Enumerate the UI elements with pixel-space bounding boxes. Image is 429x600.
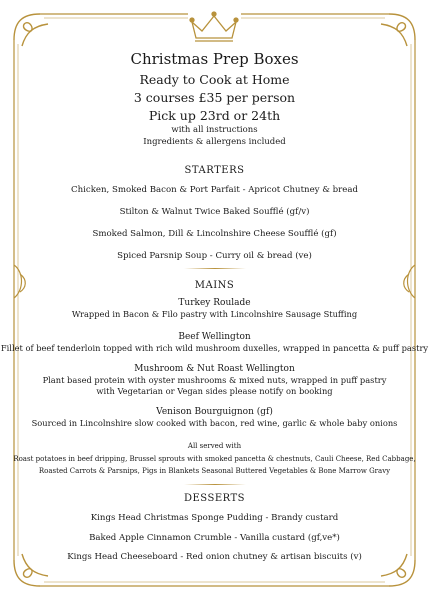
main-item-desc: Wrapped in Bacon & Filo pastry with Lincolnshire Sausage Stuffing bbox=[71, 309, 358, 319]
main-item-name: Beef Wellington bbox=[178, 332, 251, 342]
served-with-line: Roasted Carrots & Parsnips, Pigs in Blankets Seasonal Buttered Vegetables & Bone Marrow Gravy bbox=[38, 467, 391, 475]
crown-icon bbox=[190, 12, 238, 41]
mains-heading: MAINS bbox=[194, 280, 235, 291]
menu-subtitle: Ready to Cook at Home bbox=[139, 72, 290, 87]
menu-title: Christmas Prep Boxes bbox=[130, 50, 299, 68]
main-item-desc: Plant based protein with oyster mushrooms & mixed nuts, wrapped in puff pastry bbox=[42, 375, 387, 385]
dessert-item: Baked Apple Cinnamon Crumble - Vanilla custard (gf,ve*) bbox=[89, 533, 340, 543]
section-divider bbox=[184, 484, 246, 485]
menu-note-instructions: with all instructions bbox=[171, 125, 258, 135]
main-item-desc: Fillet of beef tenderloin topped with rich wild mushroom duxelles, wrapped in pancetta & puff pastry bbox=[0, 343, 429, 353]
served-with-heading: All served with bbox=[187, 442, 242, 450]
main-item-name: Venison Bourguignon (gf) bbox=[156, 407, 273, 417]
starters-heading: STARTERS bbox=[184, 165, 245, 176]
menu-note-allergens: Ingredients & allergens included bbox=[143, 137, 286, 147]
dessert-item: Kings Head Christmas Sponge Pudding - Brandy custard bbox=[90, 513, 339, 523]
section-divider bbox=[184, 268, 246, 269]
dessert-item: Kings Head Cheeseboard - Red onion chutney & artisan biscuits (v) bbox=[67, 552, 362, 562]
starter-item: Stilton & Walnut Twice Baked Soufflé (gf/v) bbox=[119, 207, 310, 217]
starter-item: Spiced Parsnip Soup - Curry oil & bread (ve) bbox=[117, 251, 312, 261]
served-with-line: Roast potatoes in beef dripping, Brussel sprouts with smoked pancetta & chestnuts, Cauli Cheese, Red Cabbage, bbox=[13, 455, 416, 463]
main-item-name: Mushroom & Nut Roast Wellington bbox=[134, 364, 295, 374]
main-item-name: Turkey Roulade bbox=[178, 298, 251, 308]
main-item-desc: Sourced in Lincolnshire slow cooked with bacon, red wine, garlic & whole baby onions bbox=[31, 418, 398, 428]
menu-pickup: Pick up 23rd or 24th bbox=[148, 108, 281, 123]
starter-item: Smoked Salmon, Dill & Lincolnshire Cheese Soufflé (gf) bbox=[92, 229, 337, 239]
desserts-heading: DESSERTS bbox=[183, 493, 246, 504]
main-item-desc: with Vegetarian or Vegan sides please notify on booking bbox=[96, 386, 333, 396]
menu-price: 3 courses £35 per person bbox=[133, 90, 296, 105]
starter-item: Chicken, Smoked Bacon & Port Parfait - Apricot Chutney & bread bbox=[71, 185, 358, 195]
